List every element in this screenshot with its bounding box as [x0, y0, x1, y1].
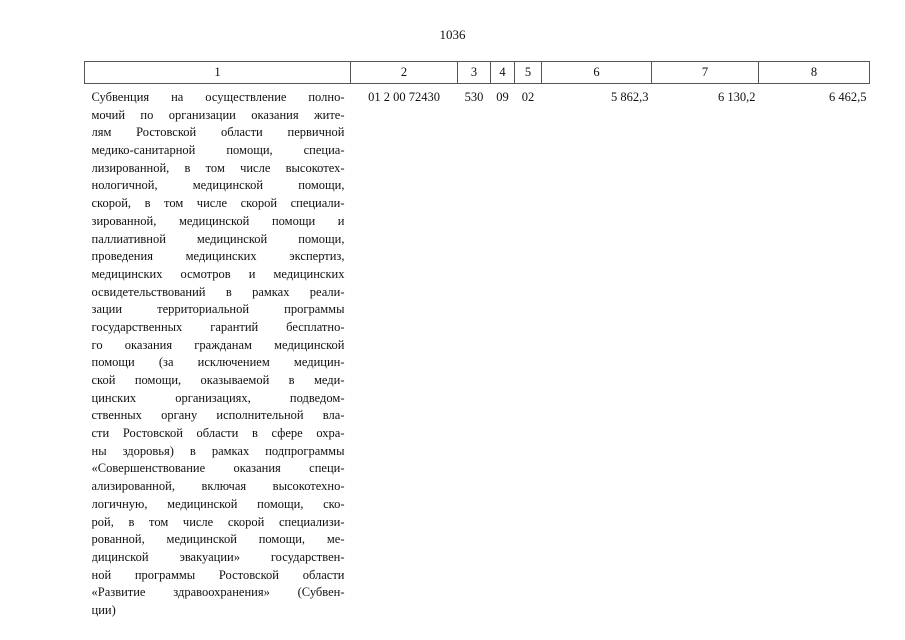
- description-line: дицинской эвакуации» государствен-: [91, 549, 345, 564]
- description-line: паллиативной медицинской помощи,: [91, 231, 345, 246]
- description-line: зации территориальной программы: [91, 302, 345, 317]
- description-line: государственных гарантий бесплатно-: [91, 319, 345, 334]
- description-line: ской помощи, оказываемой в меди-: [91, 373, 345, 387]
- description-line: проведения медицинских экспертиз,: [91, 249, 345, 264]
- description-line: освидетельствований в рамках реали-: [91, 284, 345, 299]
- amount-col7-cell: 6 130,2: [718, 90, 756, 104]
- subsection-cell: 02: [521, 90, 535, 104]
- description-cell: [85, 84, 351, 620]
- description-line: «Развитие здравоохранения» (Субвен-: [91, 585, 345, 600]
- description-line: медико-санитарной помощи, специа-: [91, 143, 345, 158]
- description-line: цинских организациях, подведом-: [91, 390, 345, 405]
- header-col-4: 4: [491, 62, 515, 84]
- description-line: сти Ростовской области в сфере охра-: [91, 426, 345, 441]
- description-line: Субвенция на осуществление полно-: [91, 90, 345, 104]
- description-line: лизированной, в том числе высокотех-: [91, 160, 345, 175]
- description-line: медицинских осмотров и медицинских: [91, 266, 345, 281]
- header-col-7: 7: [652, 62, 759, 84]
- budget-table: [84, 61, 870, 620]
- expense-type-cell: 530: [464, 90, 484, 104]
- header-col-3: 3: [458, 62, 491, 84]
- page-number: 1036: [439, 27, 466, 42]
- description-line: зированной, медицинской помощи и: [91, 213, 345, 228]
- header-col-1: 1: [85, 62, 351, 84]
- amount-col6-cell: 5 862,3: [611, 90, 649, 104]
- table-row: [85, 84, 870, 620]
- description-line: ализированной, включая высокотехно-: [91, 479, 345, 494]
- section-cell: 09: [496, 90, 509, 104]
- header-col-2: 2: [351, 62, 458, 84]
- description-line: ной программы Ростовской области: [91, 567, 345, 582]
- description-line: ции): [91, 602, 116, 617]
- header-row: [85, 62, 870, 84]
- header-col-6: 6: [542, 62, 652, 84]
- description-text: [92, 89, 345, 620]
- description-line: скорой, в том числе скорой специали-: [91, 196, 345, 211]
- description-line: «Совершенствование оказания специ-: [91, 461, 345, 476]
- description-line: ны здоровья) в рамках подпрограммы: [91, 443, 345, 458]
- header-col-5: 5: [515, 62, 542, 84]
- description-line: го оказания гражданам медицинской: [91, 337, 345, 352]
- description-line: логичную, медицинской помощи, ско-: [91, 496, 345, 511]
- description-line: рой, в том числе скорой специализи-: [91, 514, 345, 529]
- amount-col8-cell: 6 462,5: [829, 90, 867, 104]
- description-line: ственных органу исполнительной вла-: [91, 408, 345, 423]
- description-line: помощи (за исключением медицин-: [91, 355, 345, 370]
- target-article-cell: 01 2 00 72430: [368, 90, 440, 104]
- header-col-8: 8: [759, 62, 870, 84]
- description-line: нологичной, медицинской помощи,: [91, 178, 345, 193]
- description-line: лям Ростовской области первичной: [91, 125, 345, 140]
- description-line: мочий по организации оказания жите-: [91, 107, 345, 122]
- description-line: рованной, медицинской помощи, ме-: [91, 532, 345, 547]
